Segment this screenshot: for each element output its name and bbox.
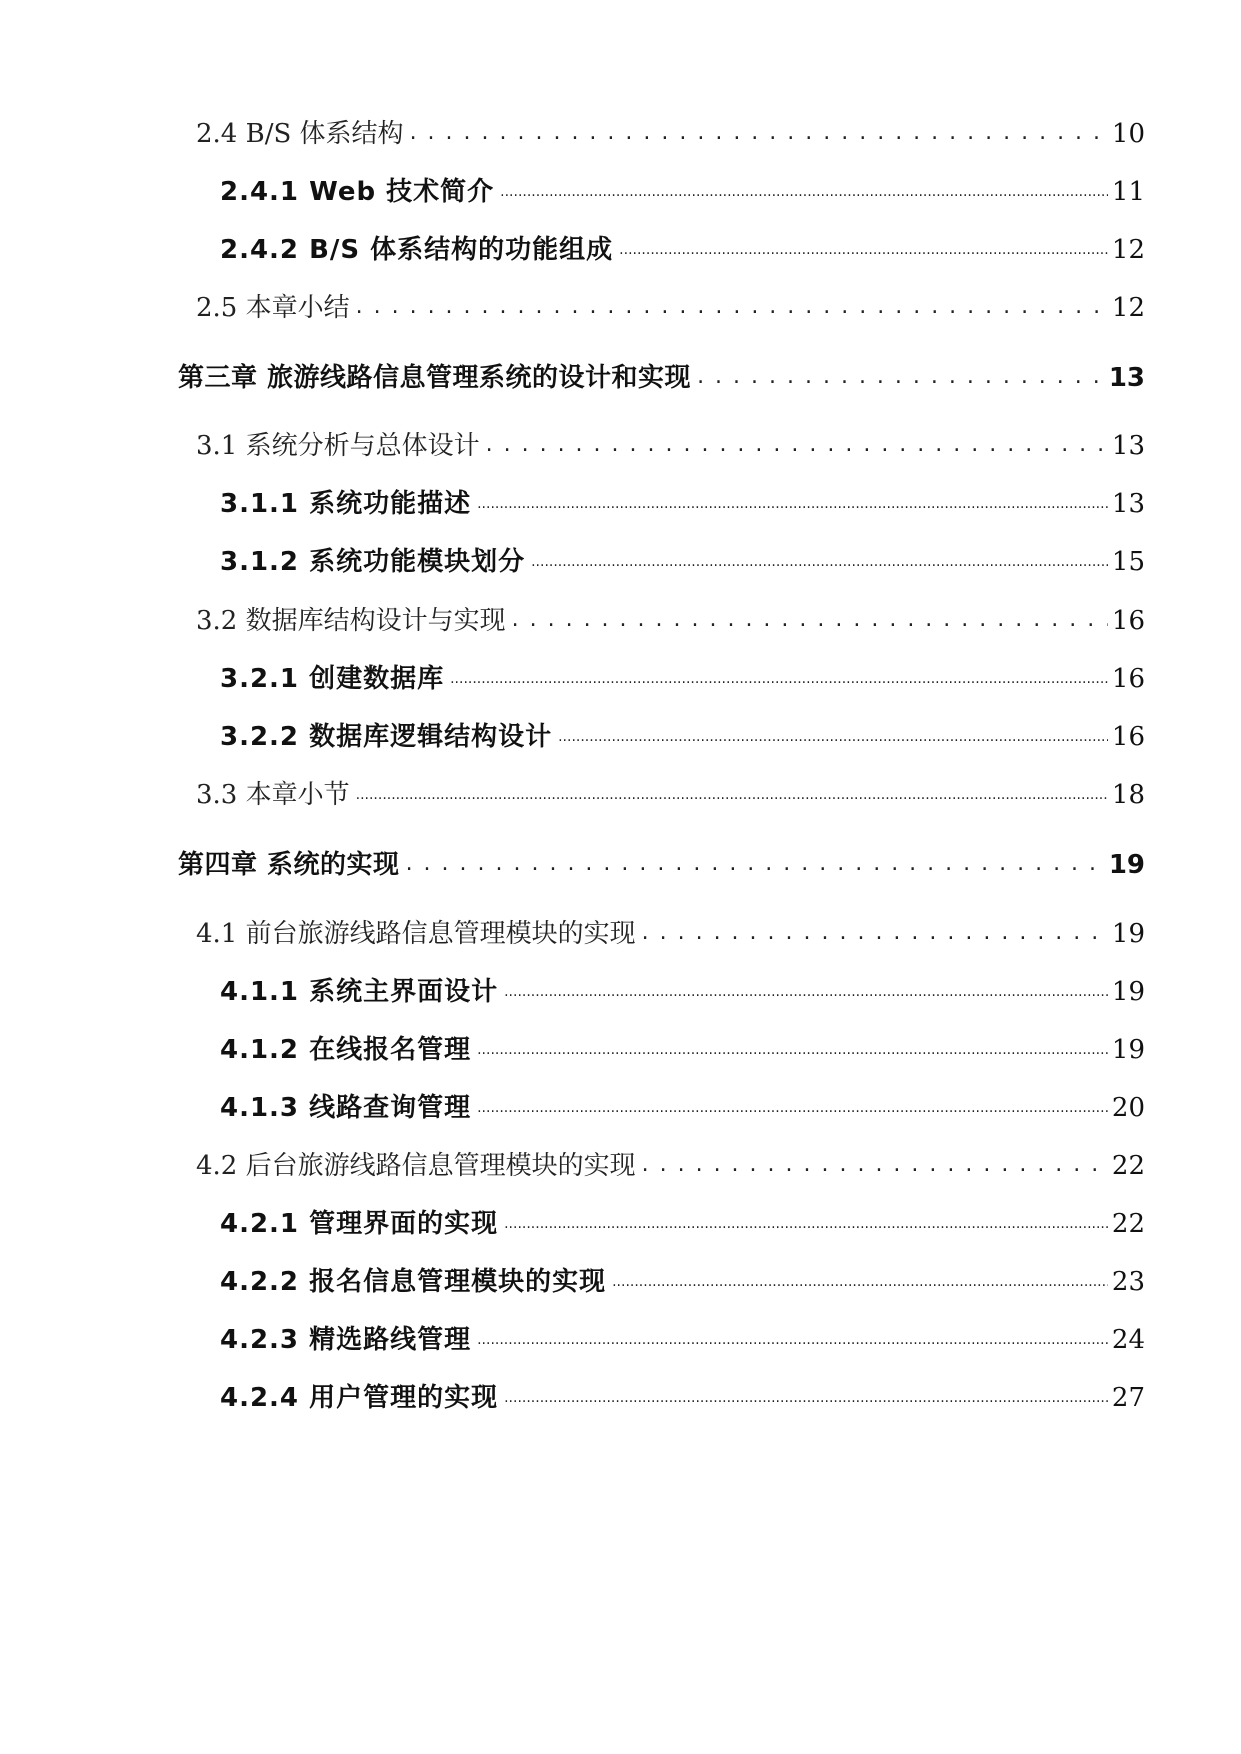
toc-entry[interactable] <box>0 1030 1241 1070</box>
toc-entry-title: 4.1.1 系统主界面设计 <box>220 977 499 1007</box>
toc-entry-title: 4.1.2 在线报名管理 <box>220 1035 472 1065</box>
toc-dot-leader <box>477 1319 1108 1360</box>
toc-entry-page: 22 <box>1111 1209 1145 1239</box>
toc-dot-leader <box>410 113 1108 154</box>
toc-entry-page: 19 <box>1111 919 1145 949</box>
toc-entry-page: 12 <box>1111 235 1145 265</box>
toc-dot-leader <box>500 171 1108 212</box>
toc-dot-leader <box>477 1087 1108 1128</box>
toc-dot-leader <box>642 1145 1108 1186</box>
toc-entry-title: 3.1 系统分析与总体设计 <box>196 431 480 461</box>
toc-dot-leader <box>477 1029 1108 1070</box>
toc-entry[interactable] <box>0 914 1241 954</box>
toc-entry-page: 20 <box>1111 1093 1145 1123</box>
toc-entry-title: 4.2.3 精选路线管理 <box>220 1325 472 1355</box>
toc-dot-leader <box>504 971 1108 1012</box>
toc-dot-leader <box>477 483 1108 524</box>
toc-entry[interactable] <box>0 659 1241 699</box>
toc-entry-page: 15 <box>1111 547 1145 577</box>
toc-entry-page: 13 <box>1111 489 1145 519</box>
toc-entry-title: 4.2 后台旅游线路信息管理模块的实现 <box>196 1151 636 1181</box>
toc-entry[interactable] <box>0 1378 1241 1418</box>
toc-entry-title: 3.1.2 系统功能模块划分 <box>220 547 526 577</box>
toc-entry-page: 19 <box>1111 1035 1145 1065</box>
toc-dot-leader <box>558 716 1108 757</box>
toc-entry-page: 16 <box>1111 606 1145 636</box>
toc-entry-page: 27 <box>1111 1383 1145 1413</box>
toc-entry[interactable] <box>0 288 1241 328</box>
toc-entry-page: 19 <box>1108 850 1145 880</box>
toc-entry[interactable] <box>0 230 1241 270</box>
toc-entry-title: 4.2.4 用户管理的实现 <box>220 1383 499 1413</box>
toc-dot-leader <box>612 1261 1108 1302</box>
toc-dot-leader <box>642 913 1108 954</box>
toc-entry[interactable] <box>0 426 1241 466</box>
toc-entry-page: 12 <box>1111 293 1145 323</box>
toc-entry-title: 4.2.1 管理界面的实现 <box>220 1209 499 1239</box>
toc-entry-title: 第三章 旅游线路信息管理系统的设计和实现 <box>178 363 692 393</box>
toc-entry[interactable] <box>0 1204 1241 1244</box>
toc-entry-page: 19 <box>1111 977 1145 1007</box>
toc-dot-leader <box>531 541 1108 582</box>
toc-entry-page: 23 <box>1111 1267 1145 1297</box>
toc-entry-title: 3.2.1 创建数据库 <box>220 664 445 694</box>
toc-entry[interactable] <box>0 484 1241 524</box>
toc-entry[interactable] <box>0 1088 1241 1128</box>
toc-entry[interactable] <box>0 358 1241 398</box>
toc-entry[interactable] <box>0 601 1241 641</box>
toc-entry-page: 16 <box>1111 664 1145 694</box>
toc-entry[interactable] <box>0 172 1241 212</box>
toc-entry[interactable] <box>0 114 1241 154</box>
toc-dot-leader <box>356 774 1108 815</box>
toc-entry-title: 4.1 前台旅游线路信息管理模块的实现 <box>196 919 636 949</box>
toc-entry-title: 3.3 本章小节 <box>196 780 350 810</box>
toc-entry-page: 22 <box>1111 1151 1145 1181</box>
toc-dot-leader <box>450 658 1108 699</box>
toc-dot-leader <box>504 1203 1108 1244</box>
toc-entry-page: 18 <box>1111 780 1145 810</box>
toc-entry[interactable] <box>0 1146 1241 1186</box>
toc-dot-leader <box>619 229 1108 270</box>
toc-entry-page: 13 <box>1111 431 1145 461</box>
toc-dot-leader <box>356 287 1108 328</box>
toc-entry[interactable] <box>0 775 1241 815</box>
toc-entry[interactable] <box>0 1320 1241 1360</box>
toc-entry-title: 第四章 系统的实现 <box>178 850 400 880</box>
toc-entry[interactable] <box>0 542 1241 582</box>
toc-entry-page: 24 <box>1111 1325 1145 1355</box>
toc-entry-title: 4.1.3 线路查询管理 <box>220 1093 472 1123</box>
toc-entry-page: 10 <box>1111 119 1145 149</box>
toc-dot-leader <box>504 1377 1108 1418</box>
toc-entry[interactable] <box>0 845 1241 885</box>
toc-entry-title: 2.4.2 B/S 体系结构的功能组成 <box>220 235 614 265</box>
toc-entry-title: 3.2 数据库结构设计与实现 <box>196 606 506 636</box>
toc-entry-title: 3.2.2 数据库逻辑结构设计 <box>220 722 553 752</box>
toc-entry[interactable] <box>0 1262 1241 1302</box>
toc-entry-title: 2.4.1 Web 技术简介 <box>220 177 495 207</box>
toc-entry[interactable] <box>0 717 1241 757</box>
toc-entry-page: 16 <box>1111 722 1145 752</box>
toc-entry[interactable] <box>0 972 1241 1012</box>
toc-dot-leader <box>512 600 1108 641</box>
toc-entry-title: 2.4 B/S 体系结构 <box>196 119 404 149</box>
toc-entry-title: 2.5 本章小结 <box>196 293 350 323</box>
toc-entry-title: 3.1.1 系统功能描述 <box>220 489 472 519</box>
toc-entry-page: 13 <box>1108 363 1145 393</box>
toc-dot-leader <box>697 357 1105 398</box>
toc-dot-leader <box>486 425 1108 466</box>
toc-entry-page: 11 <box>1111 177 1145 207</box>
toc-entry-title: 4.2.2 报名信息管理模块的实现 <box>220 1267 607 1297</box>
toc-dot-leader <box>406 844 1105 885</box>
